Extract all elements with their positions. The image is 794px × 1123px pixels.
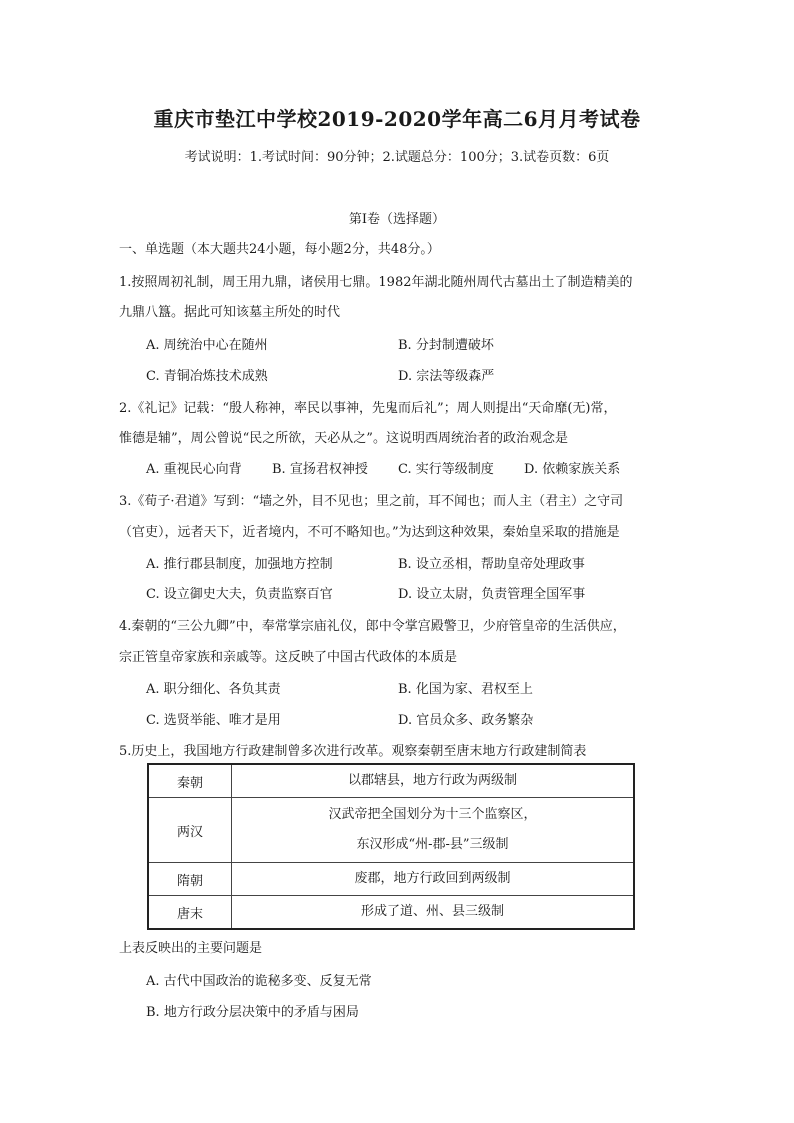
question-4-option-d: D. 官员众多、政务繁杂 [398,713,534,728]
question-1-option-d: D. 宗法等级森严 [398,369,495,384]
table-row [148,896,634,930]
question-2-option-c: C. 实行等级制度 [398,462,494,477]
table-dynasty-cell: 唐末 [148,896,232,930]
section-heading: 一、单选题（本大题共24小题，每小题2分，共48分。） [119,242,440,257]
table-dynasty-cell: 隋朝 [148,863,232,896]
question-2-option-d: D. 依赖家族关系 [524,462,621,477]
table-dynasty-cell: 秦朝 [148,764,232,798]
exam-title: 重庆市垫江中学校2019-2020学年高二6月月考试卷 [153,107,641,131]
question-5-option-b: B. 地方行政分层决策中的矛盾与困局 [146,1005,359,1020]
table-description-line: 汉武帝把全国划分为十三个监察区， [328,807,537,822]
table-row [148,863,634,896]
question-4-stem-line-1: 4.秦朝的“三公九卿”中，奉常掌宗庙礼仪，郎中令掌宫殿警卫，少府管皇帝的生活供应， [119,619,626,634]
question-5-after-table: 上表反映出的主要问题是 [119,941,263,956]
question-2-stem-line-2: 惟德是辅”，周公曾说“民之所欲，天必从之”。这说明西周统治者的政治观念是 [119,431,568,446]
question-4-option-a: A. 职分细化、各负其责 [146,682,281,697]
question-4-option-c: C. 选贤举能、唯才是用 [146,713,281,728]
question-3-stem-line-1: 3.《荀子·君道》写到：“墙之外，目不见也；里之前，耳不闻也；而人主（君主）之守司 [119,494,624,509]
table-row [148,764,634,798]
question-3-option-a: A. 推行郡县制度，加强地方控制 [146,557,333,572]
question-1-option-a: A. 周统治中心在随州 [146,338,268,353]
table-description-line: 废郡，地方行政回到两级制 [354,871,511,886]
table-dynasty-cell: 两汉 [148,798,232,863]
table-description-cell [232,863,635,896]
table-row [148,798,634,863]
question-1-stem-line-1: 1.按照周初礼制，周王用九鼎，诸侯用七鼎。1982年湖北随州周代古墓出土了制造精美的 [119,275,633,290]
question-1-option-b: B. 分封制遭破坏 [398,338,494,353]
question-3-option-d: D. 设立太尉，负责管理全国军事 [398,587,586,602]
question-3-option-b: B. 设立丞相，帮助皇帝处理政事 [398,557,585,572]
table-description-cell [232,896,635,930]
part-title: 第I卷（选择题） [348,212,446,227]
question-4-option-b: B. 化国为家、君权至上 [398,682,533,697]
exam-instructions: 考试说明：1.考试时间：90分钟；2.试题总分：100分；3.试卷页数：6页 [184,150,610,165]
question-1-stem-line-2: 九鼎八簋。据此可知该墓主所处的时代 [119,305,341,320]
question-2-option-a: A. 重视民心向背 [146,462,242,477]
question-3-option-c: C. 设立御史大夫，负责监察百官 [146,587,333,602]
table-description-cell [232,764,635,798]
question-2-stem-line-1: 2.《礼记》记载：“殷人称神，率民以事神，先鬼而后礼”；周人则提出“天命靡(无)常， [119,401,617,416]
question-3-stem-line-2: （官吏），远者天下，近者境内，不可不略知也。”为达到这种效果，秦始皇采取的措施是 [119,525,620,540]
table-description-line: 以郡辖县，地方行政为两级制 [347,773,517,788]
question-4-stem-line-2: 宗正管皇帝家族和亲戚等。这反映了中国古代政体的本质是 [119,650,458,665]
admin-system-table [147,763,635,930]
question-5-stem-line-1: 5.历史上，我国地方行政建制曾多次进行改革。观察秦朝至唐末地方行政建制简表 [119,744,587,759]
table-description-line: 形成了道、州、县三级制 [360,904,504,919]
table-description-cell [232,798,635,863]
question-1-option-c: C. 青铜冶炼技术成熟 [146,369,268,384]
table-description-line: 东汉形成“州-郡-县”三级制 [356,837,509,852]
question-2-option-b: B. 宣扬君权神授 [272,462,368,477]
question-5-option-a: A. 古代中国政治的诡秘多变、反复无常 [146,974,372,989]
